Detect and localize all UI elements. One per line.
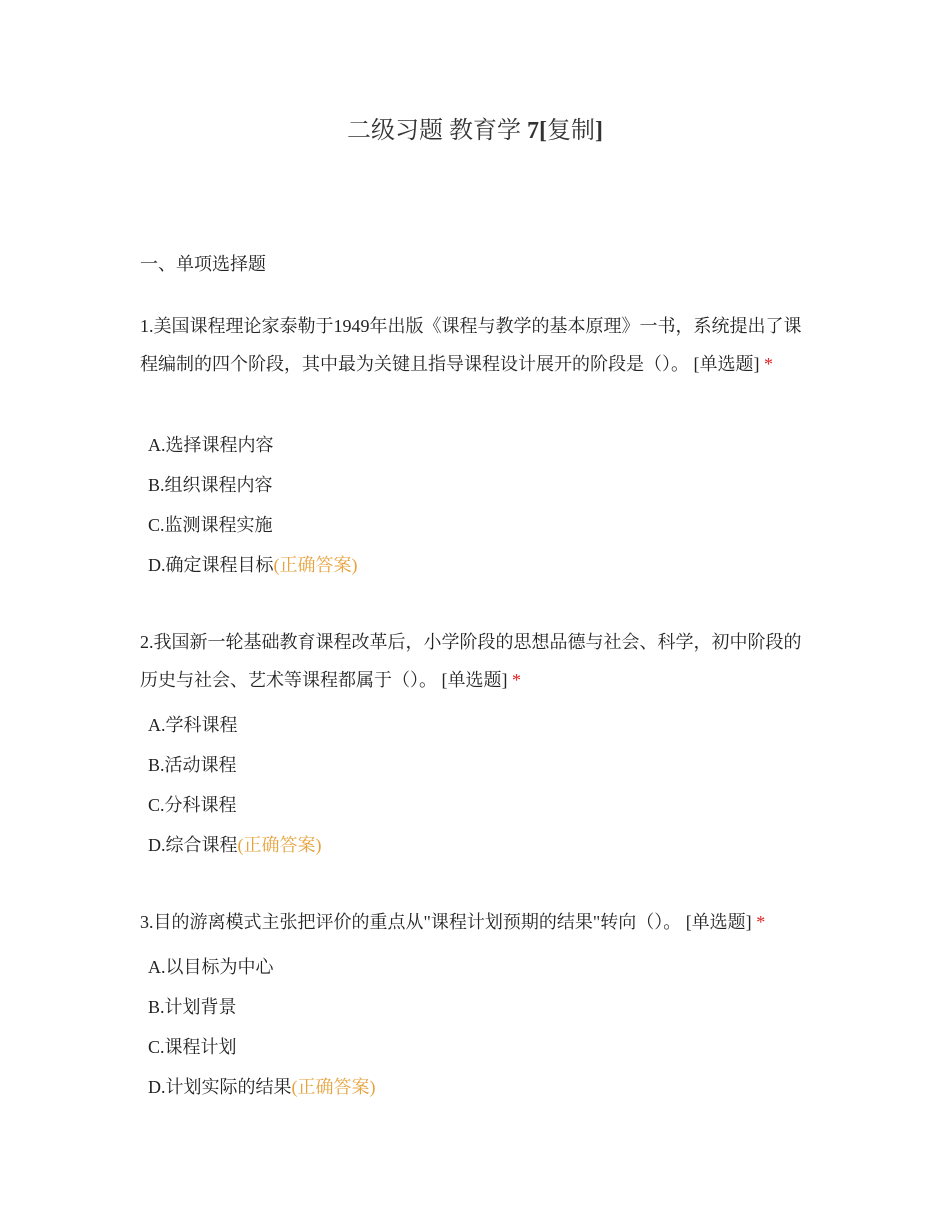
correct-answer-label: (正确答案) — [291, 1077, 376, 1097]
option-c[interactable]: C.课程计划 — [148, 1037, 237, 1057]
option-d[interactable]: D.综合课程(正确答案) — [148, 835, 322, 855]
question-text: 2.我国新一轮基础教育课程改革后，小学阶段的思想品德与社会、科学，初中阶段的历史与社会、艺术等课程都属于（）。 [单选题] — [140, 632, 802, 690]
title-number: 7[ — [527, 118, 547, 144]
required-mark: * — [764, 354, 773, 374]
question-3 — [140, 903, 810, 941]
required-mark: * — [756, 912, 766, 932]
question-text: 3.目的游离模式主张把评价的重点从"课程计划预期的结果"转向（）。 [单选题] — [140, 912, 752, 932]
question-1 — [140, 307, 810, 383]
option-b[interactable]: B.组织课程内容 — [148, 475, 273, 495]
title-copy: 复制 — [547, 118, 595, 144]
option-d[interactable]: D.确定课程目标(正确答案) — [148, 555, 358, 575]
question-text: 1.美国课程理论家泰勒于1949年出版《课程与教学的基本原理》一书，系统提出了课程编制的四个阶段，其中最为关键且指导课程设计展开的阶段是（）。 [单选题] — [140, 316, 802, 374]
question-3-options — [148, 947, 376, 1107]
option-c[interactable]: C.监测课程实施 — [148, 515, 273, 535]
option-a[interactable]: A.学科课程 — [148, 715, 238, 735]
option-b[interactable]: B.计划背景 — [148, 997, 237, 1017]
title-close: ] — [595, 118, 603, 144]
question-2 — [140, 623, 810, 699]
correct-answer-label: (正确答案) — [273, 555, 358, 575]
option-d[interactable]: D.计划实际的结果(正确答案) — [148, 1077, 376, 1097]
question-1-options — [148, 425, 358, 585]
required-mark: * — [512, 670, 521, 690]
page-title — [0, 110, 950, 145]
correct-answer-label: (正确答案) — [237, 835, 322, 855]
option-a[interactable]: A.选择课程内容 — [148, 435, 274, 455]
question-2-options — [148, 705, 322, 865]
option-c[interactable]: C.分科课程 — [148, 795, 237, 815]
option-b[interactable]: B.活动课程 — [148, 755, 237, 775]
title-main: 二级习题 教育学 — [347, 118, 527, 144]
option-a[interactable]: A.以目标为中心 — [148, 957, 274, 977]
section-heading: 一、单项选择题 — [140, 254, 266, 274]
